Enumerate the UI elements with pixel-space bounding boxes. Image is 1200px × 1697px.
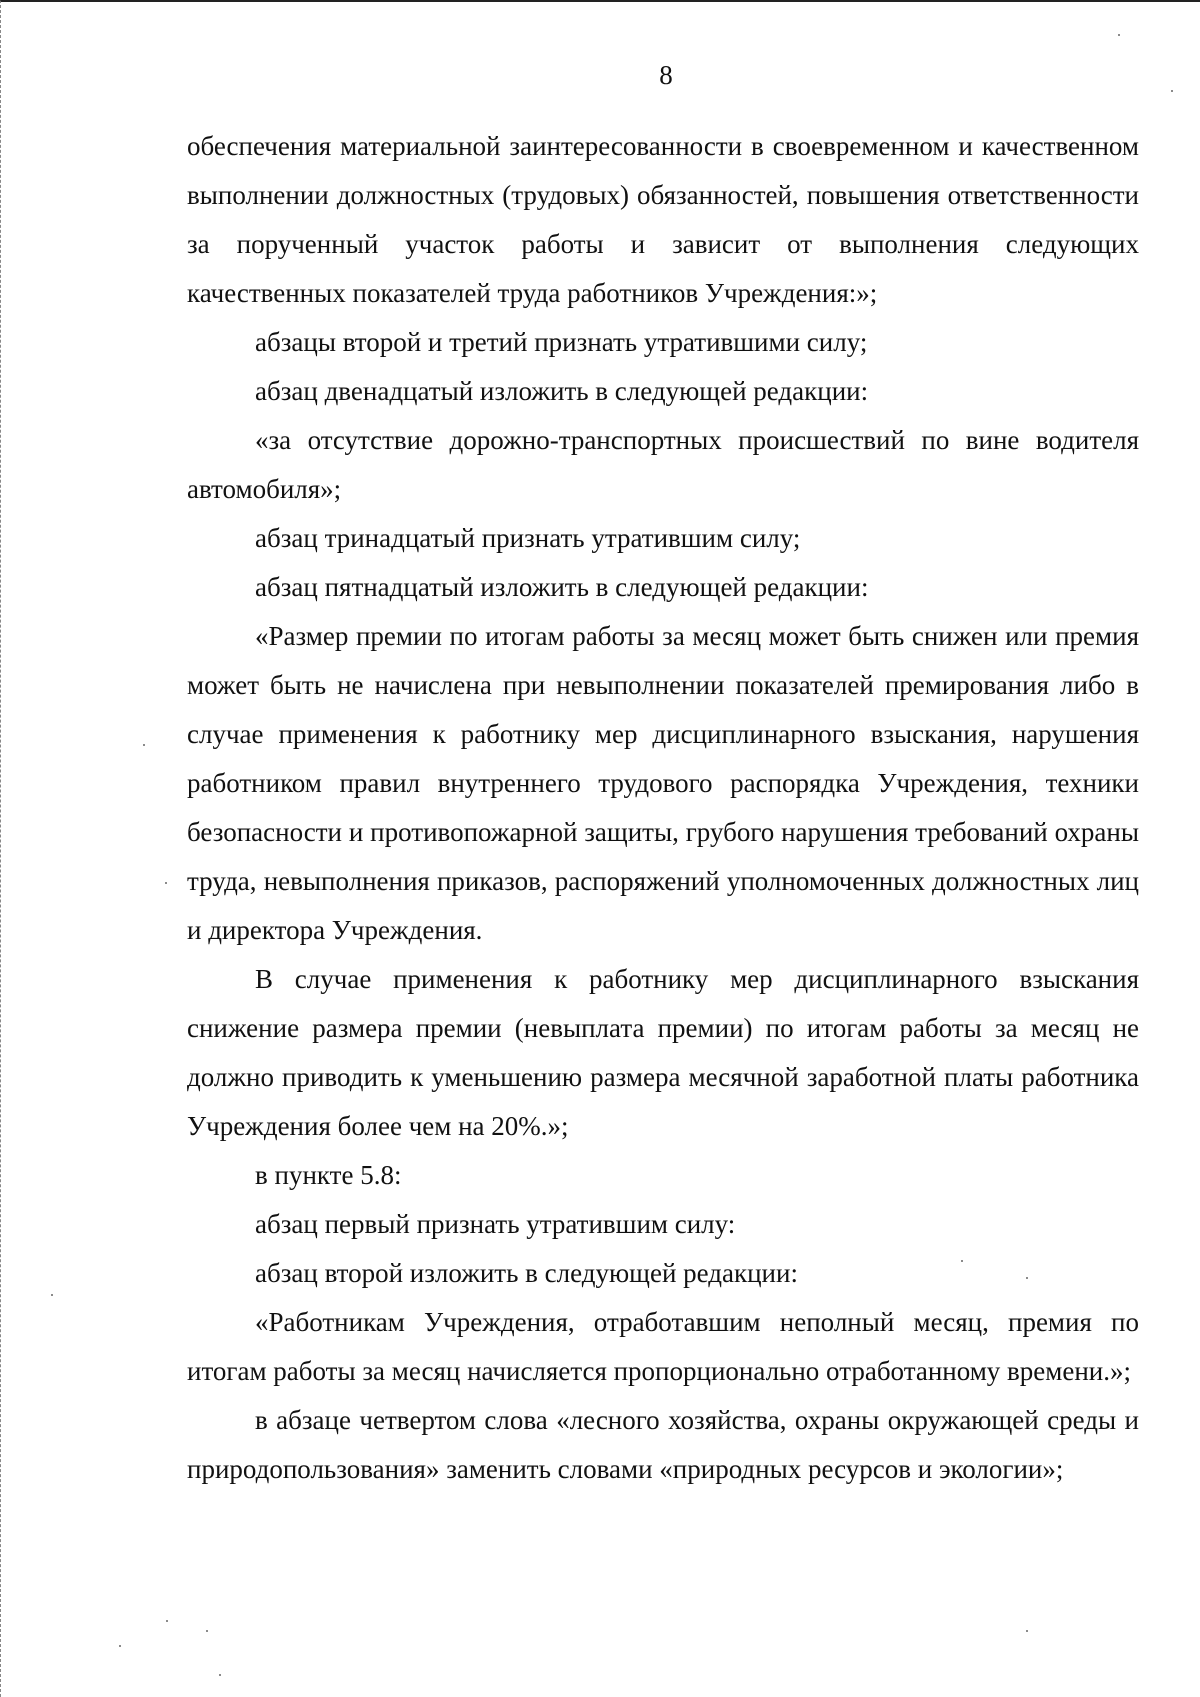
scan-speck — [51, 1294, 53, 1296]
scan-speck — [166, 1620, 168, 1622]
scan-speck — [143, 744, 145, 746]
scan-speck — [1026, 1630, 1028, 1632]
scan-speck — [1171, 90, 1173, 92]
scan-speck — [1026, 1277, 1028, 1279]
scan-speck — [119, 1645, 121, 1647]
paragraph-amendment: абзац первый признать утратившим силу: — [255, 1209, 736, 1239]
paragraph-quote: «Работникам Учреждения, отработавшим неполный месяц, премия по итогам работы за месяц начисляется пропорционально отработанному времени.»; — [187, 1307, 1139, 1386]
scan-speck — [165, 882, 167, 884]
document-body — [187, 122, 1139, 1494]
paragraph-amendment: в пункте 5.8: — [255, 1160, 402, 1190]
scan-speck — [206, 1630, 208, 1632]
paragraph-continuation: обеспечения материальной заинтересованности в своевременном и качественном выполнении должностных (трудовых) обязанностей, повышения ответственности за порученный участок работы и зависит от выполнения следующих качественных показателей труда работников Учреждения:»; — [187, 131, 1139, 308]
paragraph-quote: «за отсутствие дорожно-транспортных происшествий по вине водителя автомобиля»; — [187, 425, 1139, 504]
paragraph-amendment: абзац пятнадцатый изложить в следующей редакции: — [255, 572, 869, 602]
page-number: 8 — [659, 60, 673, 90]
scan-speck — [219, 1674, 221, 1676]
scan-speck — [961, 1260, 963, 1262]
paragraph-amendment: в абзаце четвертом слова «лесного хозяйства, охраны окружающей среды и природопользования» заменить словами «природных ресурсов и экологии»; — [187, 1405, 1139, 1484]
paragraph-quote: «Размер премии по итогам работы за месяц может быть снижен или премия может быть не начислена при невыполнении показателей премирования либо в случае применения к работнику мер дисциплинарного взыскания, нарушения работником правил внутреннего трудового распорядка Учреждения, техники безопасности и противопожарной защиты, грубого нарушения требований охраны труда, невыполнения приказов, распоряжений уполномоченных должностных лиц и директора Учреждения. — [187, 621, 1139, 945]
scan-speck — [1118, 34, 1120, 36]
paragraph-amendment: абзацы второй и третий признать утратившими силу; — [255, 327, 868, 357]
paragraph-amendment: абзац второй изложить в следующей редакции: — [255, 1258, 798, 1288]
paragraph-amendment: абзац тринадцатый признать утратившим силу; — [255, 523, 801, 553]
paragraph-quote: В случае применения к работнику мер дисциплинарного взыскания снижение размера премии (невыплата премии) по итогам работы за месяц не должно приводить к уменьшению размера месячной заработной платы работника Учреждения более чем на 20%.»; — [187, 964, 1139, 1141]
paragraph-amendment: абзац двенадцатый изложить в следующей редакции: — [255, 376, 869, 406]
